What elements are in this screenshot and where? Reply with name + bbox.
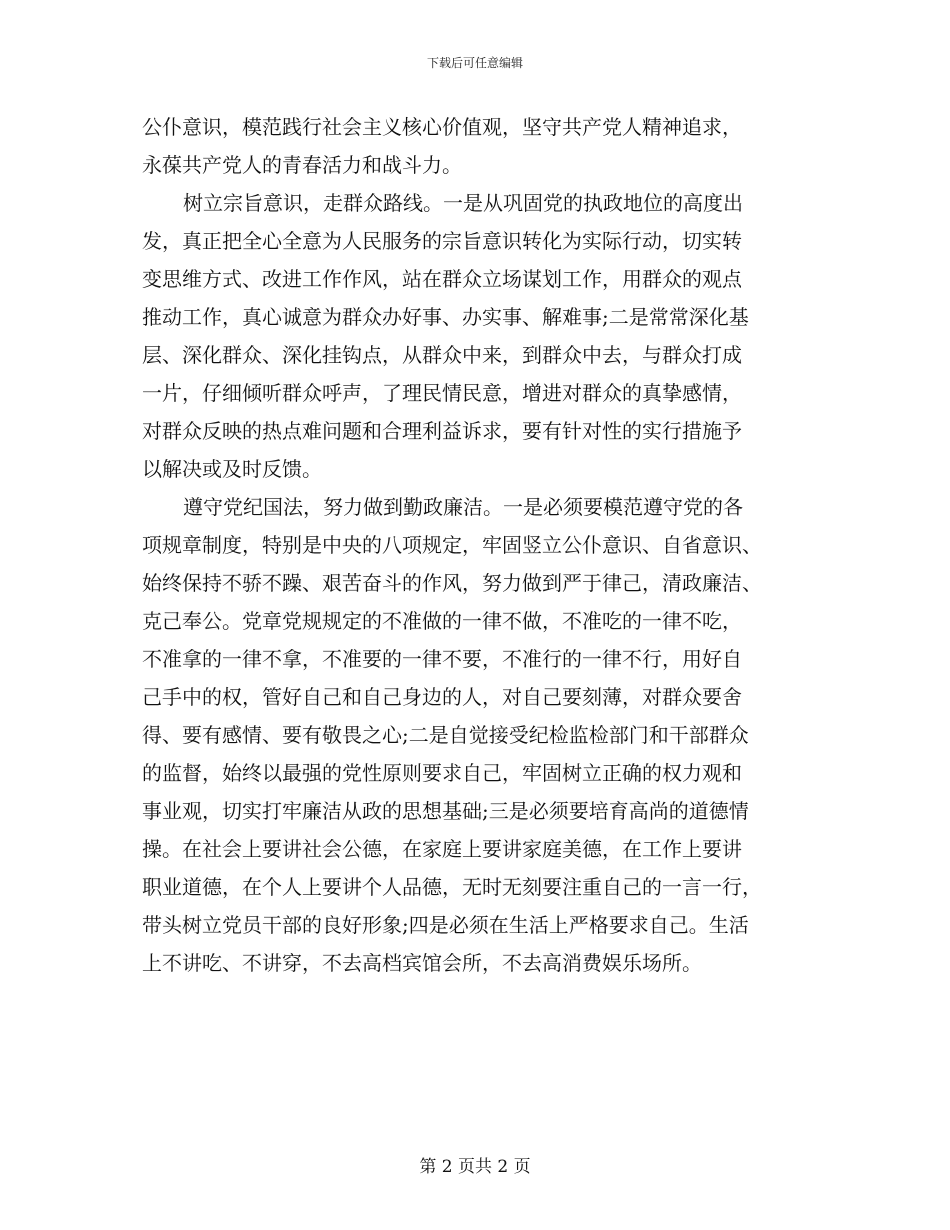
text-line: 永葆共产党人的青春活力和战斗力。 xyxy=(142,153,462,177)
document-body xyxy=(142,108,810,982)
text-line: 己手中的权，管好自己和自己身边的人，对自己要刻薄，对群众要舍 xyxy=(142,685,742,709)
text-line: 树立宗旨意识，走群众路线。一是从巩固党的执政地位的高度出 xyxy=(183,191,743,215)
paragraph-party-discipline xyxy=(142,488,810,982)
text-line: 始终保持不骄不躁、艰苦奋斗的作风，努力做到严于律己，清政廉洁、 xyxy=(142,571,762,595)
text-line: 操。在社会上要讲社会公德，在家庭上要讲家庭美德，在工作上要讲 xyxy=(142,837,742,861)
text-line: 对群众反映的热点难问题和合理利益诉求，要有针对性的实行措施予 xyxy=(142,419,742,443)
paragraph-continued xyxy=(142,108,810,184)
text-line: 变思维方式、改进工作作风，站在群众立场谋划工作，用群众的观点 xyxy=(142,267,742,291)
text-line: 的监督，始终以最强的党性原则要求自己，牢固树立正确的权力观和 xyxy=(142,761,742,785)
text-line: 项规章制度，特别是中央的八项规定，牢固竖立公仆意识、自省意识、 xyxy=(142,533,762,557)
page-header-note: 下载后可任意编辑 xyxy=(426,56,523,70)
text-line: 推动工作，真心诚意为群众办好事、办实事、解难事;二是常常深化基 xyxy=(142,305,749,329)
text-line: 一片，仔细倾听群众呼声，了理民情民意，增进对群众的真挚感情， xyxy=(142,381,742,405)
text-line: 克己奉公。党章党规规定的不准做的一律不做，不准吃的一律不吃， xyxy=(142,609,742,633)
text-line: 得、要有感情、要有敬畏之心;二是自觉接受纪检监检部门和干部群众 xyxy=(142,723,749,747)
text-line: 上不讲吃、不讲穿，不去高档宾馆会所，不去高消费娱乐场所。 xyxy=(142,951,702,975)
text-line: 公仆意识，模范践行社会主义核心价值观，坚守共产党人精神追求， xyxy=(142,115,742,139)
text-line: 带头树立党员干部的良好形象;四是必须在生活上严格要求自己。生活 xyxy=(142,913,749,937)
text-line: 事业观，切实打牢廉洁从政的思想基础;三是必须要培育高尚的道德情 xyxy=(142,799,749,823)
text-line: 发，真正把全心全意为人民服务的宗旨意识转化为实际行动，切实转 xyxy=(142,229,742,253)
text-line: 职业道德，在个人上要讲个人品德，无时无刻要注重自己的一言一行， xyxy=(142,875,762,899)
paragraph-purpose-awareness xyxy=(142,184,810,488)
text-line: 不准拿的一律不拿，不准要的一律不要，不准行的一律不行，用好自 xyxy=(142,647,742,671)
text-line: 遵守党纪国法，努力做到勤政廉洁。一是必须要模范遵守党的各 xyxy=(183,495,743,519)
text-line: 层、深化群众、深化挂钩点，从群众中来，到群众中去，与群众打成 xyxy=(142,343,742,367)
text-line: 以解决或及时反馈。 xyxy=(142,457,322,481)
page-number-footer: 第 2 页共 2 页 xyxy=(419,1157,531,1177)
